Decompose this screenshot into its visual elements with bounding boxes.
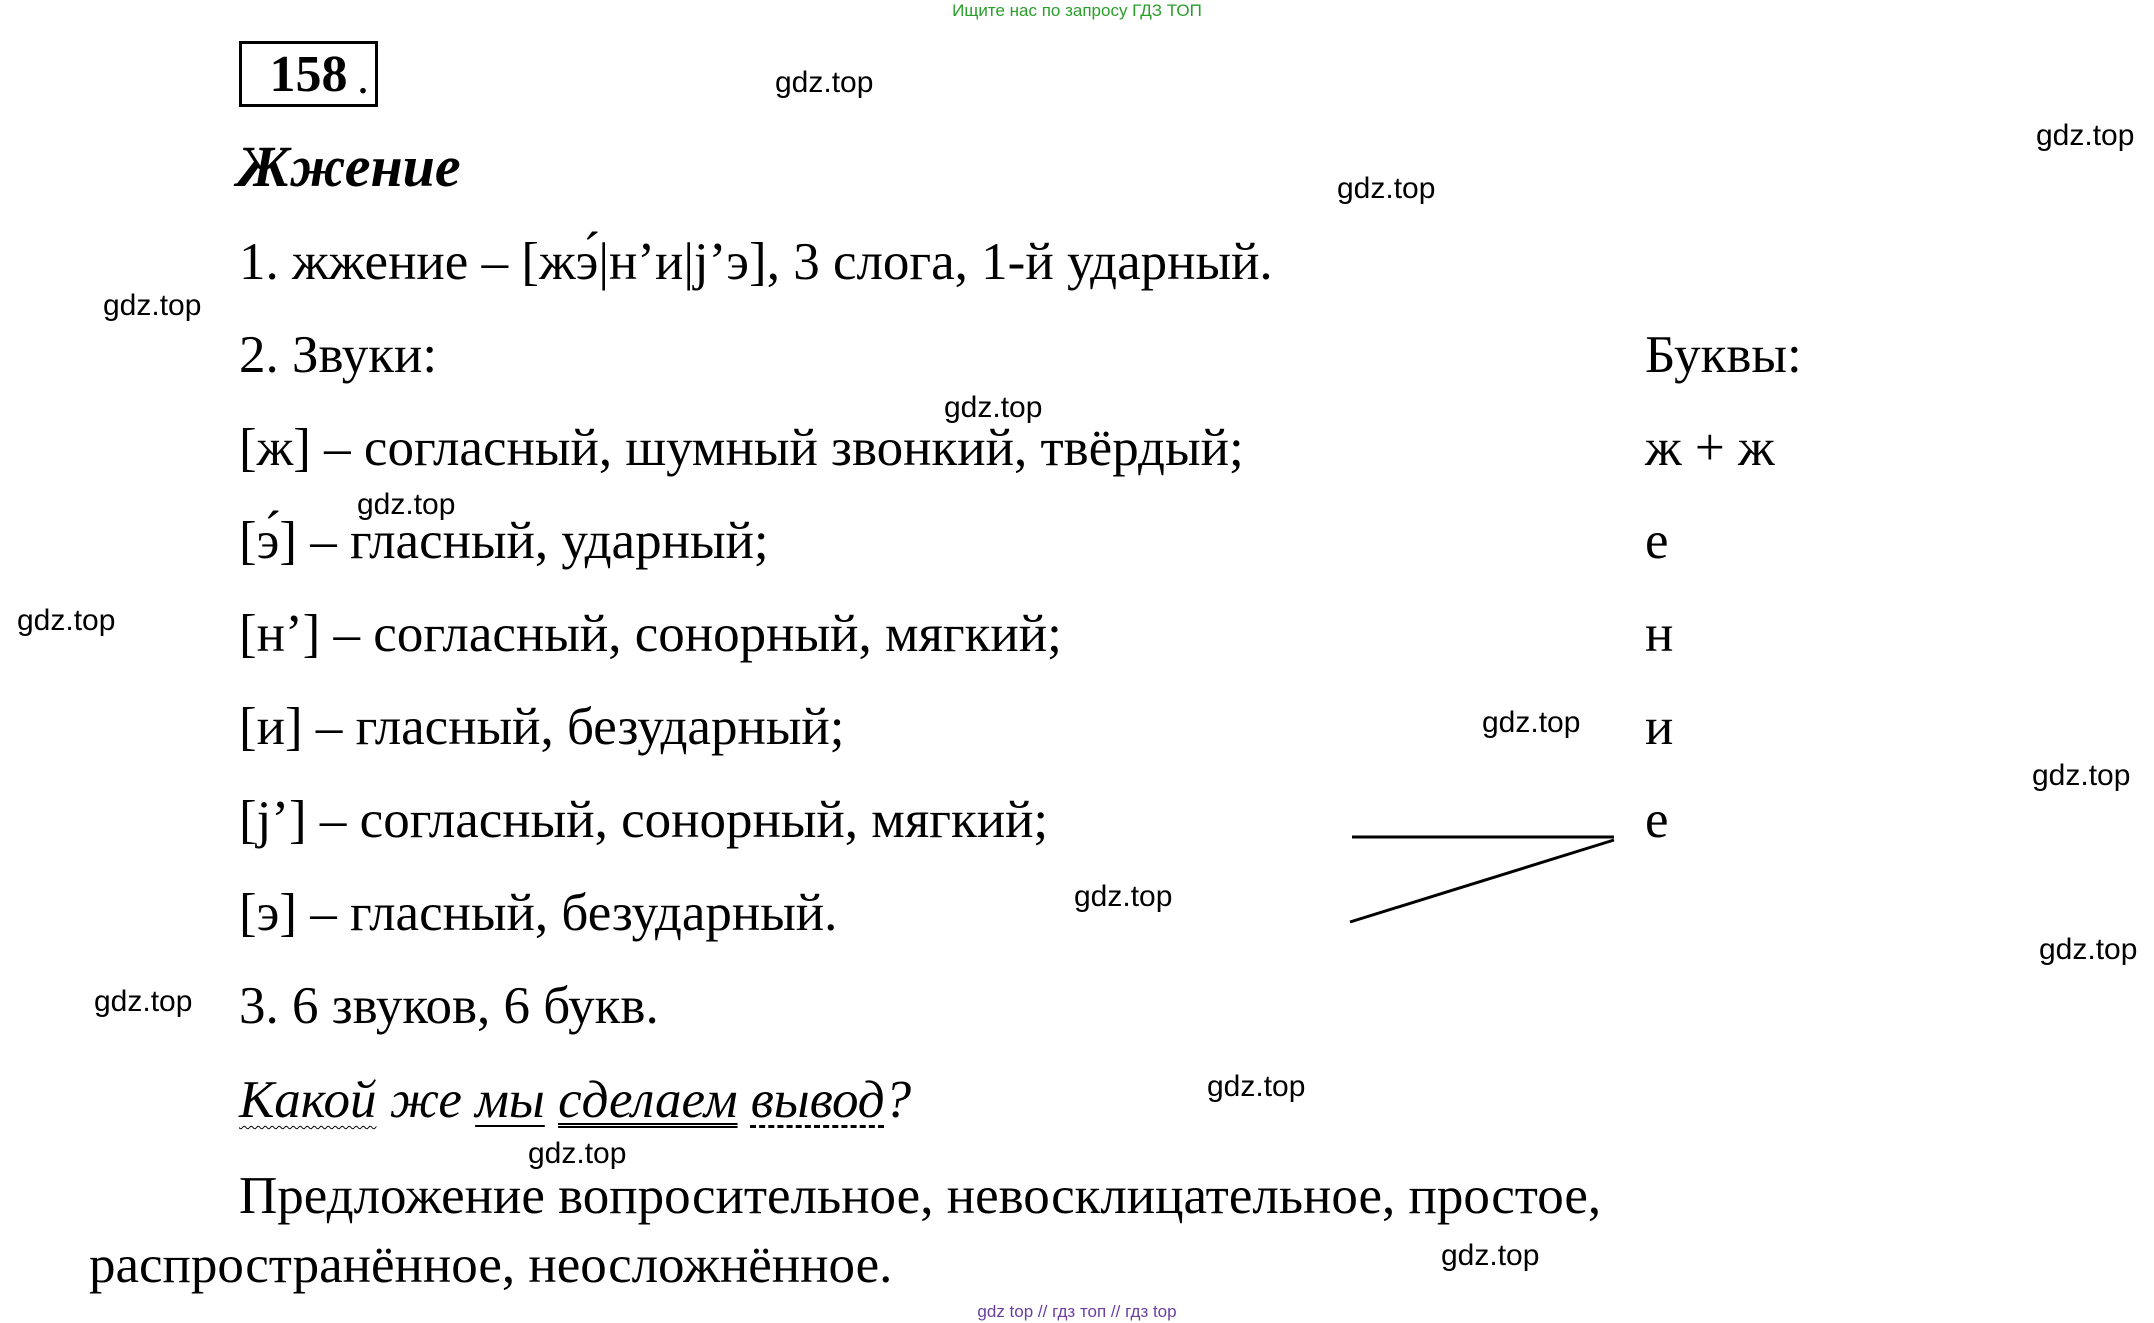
exercise-number: 158 <box>239 41 378 107</box>
watermark: gdz.top <box>103 289 202 322</box>
sound-row: [ж] – согласный, шумный звонкий, твёрдый; <box>239 419 1244 477</box>
watermark: gdz.top <box>1482 706 1581 739</box>
watermark: gdz.top <box>1074 880 1173 913</box>
exercise-number-dot: . <box>357 51 369 104</box>
watermark: gdz.top <box>1441 1239 1540 1272</box>
transcription-line: 1. жжение – [жэ́|н’и|j’э], 3 слога, 1-й ударный. <box>239 233 1273 291</box>
watermark: gdz.top <box>2032 759 2131 792</box>
conclusion-line-1: Предложение вопросительное, невосклицательное, простое, <box>239 1167 1602 1225</box>
letter-cell: ж + ж <box>1645 419 1775 477</box>
question-word-predicate: сделаем <box>558 1071 738 1129</box>
letters-header: Буквы: <box>1645 326 1802 384</box>
question-word-subject: мы <box>475 1071 545 1129</box>
sounds-header: 2. Звуки: <box>239 326 438 384</box>
sound-row: [э] – гласный, безударный. <box>239 884 838 942</box>
word-title: Жжение <box>237 134 461 199</box>
watermark: gdz.top <box>94 985 193 1018</box>
summary-line: 3. 6 звуков, 6 букв. <box>239 977 659 1035</box>
watermark: gdz.top <box>528 1137 627 1170</box>
link-line-diagonal <box>1350 840 1614 922</box>
watermark: gdz.top <box>1207 1070 1306 1103</box>
watermark: gdz.top <box>2036 119 2135 152</box>
watermark: gdz.top <box>775 66 874 99</box>
footer-watermark: gdz top // гдз топ // гдз top <box>977 1302 1177 1321</box>
letter-cell: е <box>1645 512 1669 570</box>
sound-row: [и] – гласный, безударный; <box>239 698 845 756</box>
sound-row: [j’] – согласный, сонорный, мягкий; <box>239 791 1049 849</box>
letter-cell: е <box>1645 791 1669 849</box>
question-word-particle: же <box>376 1071 476 1129</box>
watermark: gdz.top <box>2039 933 2138 966</box>
question-sentence <box>239 1067 911 1133</box>
watermark: gdz.top <box>1337 172 1436 205</box>
question-mark: ? <box>884 1071 912 1129</box>
sound-row: [н’] – согласный, сонорный, мягкий; <box>239 605 1062 663</box>
watermark: gdz.top <box>17 604 116 637</box>
question-word-object: вывод <box>750 1071 885 1129</box>
sound-row: [э́] – гласный, ударный; <box>239 512 769 570</box>
watermark: gdz.top <box>944 391 1043 424</box>
question-word-adjective: Какой <box>239 1071 377 1129</box>
letter-cell: и <box>1645 698 1674 756</box>
conclusion-line-2: распространённое, неосложнённое. <box>89 1236 893 1294</box>
letter-cell: н <box>1645 605 1674 663</box>
watermark: gdz.top <box>357 488 456 521</box>
search-hint: Ищите нас по запросу ГДЗ ТОП <box>952 1 1202 20</box>
